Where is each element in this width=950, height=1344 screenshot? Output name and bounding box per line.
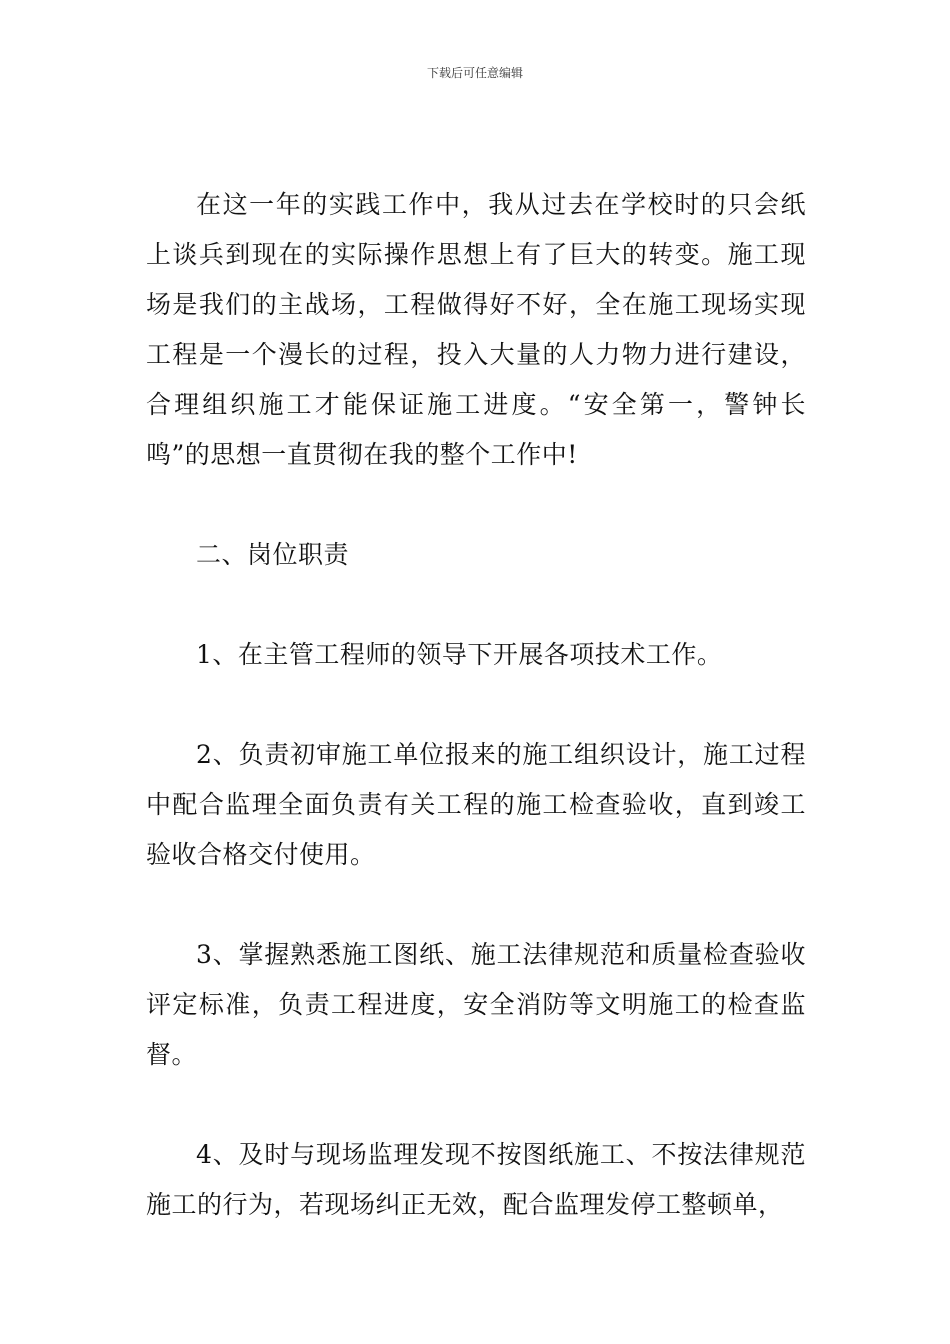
duty-item-4: 4、及时与现场监理发现不按图纸施工、不按法律规范施工的行为，若现场纠正无效，配合监理发停工整顿单， (146, 1140, 806, 1219)
page-header-note: 下载后可任意编辑 (426, 66, 523, 80)
paragraph-spacer (146, 580, 806, 630)
duty-item-1: 1、在主管工程师的领导下开展各项技术工作。 (196, 640, 723, 669)
paragraph-spacer (146, 680, 806, 730)
document-body (146, 180, 806, 1230)
duty-item-2: 2、负责初审施工单位报来的施工组织设计，施工过程中配合监理全面负责有关工程的施工检查验收，直到竣工验收合格交付使用。 (146, 740, 806, 869)
paragraph-practice-summary: 在这一年的实践工作中，我从过去在学校时的只会纸上谈兵到现在的实际操作思想上有了巨大的转变。施工现场是我们的主战场，工程做得好不好，全在施工现场实现工程是一个漫长的过程，投入大量的人力物力进行建设，合理组织施工才能保证施工进度。“安全第一，警钟长鸣”的思想一直贯彻在我的整个工作中! (146, 190, 806, 469)
paragraph-spacer (146, 480, 806, 530)
paragraph-spacer (146, 1080, 806, 1130)
section-heading-job-duties: 二、岗位职责 (196, 540, 350, 569)
paragraph-spacer (146, 880, 806, 930)
duty-item-3: 3、掌握熟悉施工图纸、施工法律规范和质量检查验收评定标准，负责工程进度，安全消防等文明施工的检查监督。 (146, 940, 806, 1069)
